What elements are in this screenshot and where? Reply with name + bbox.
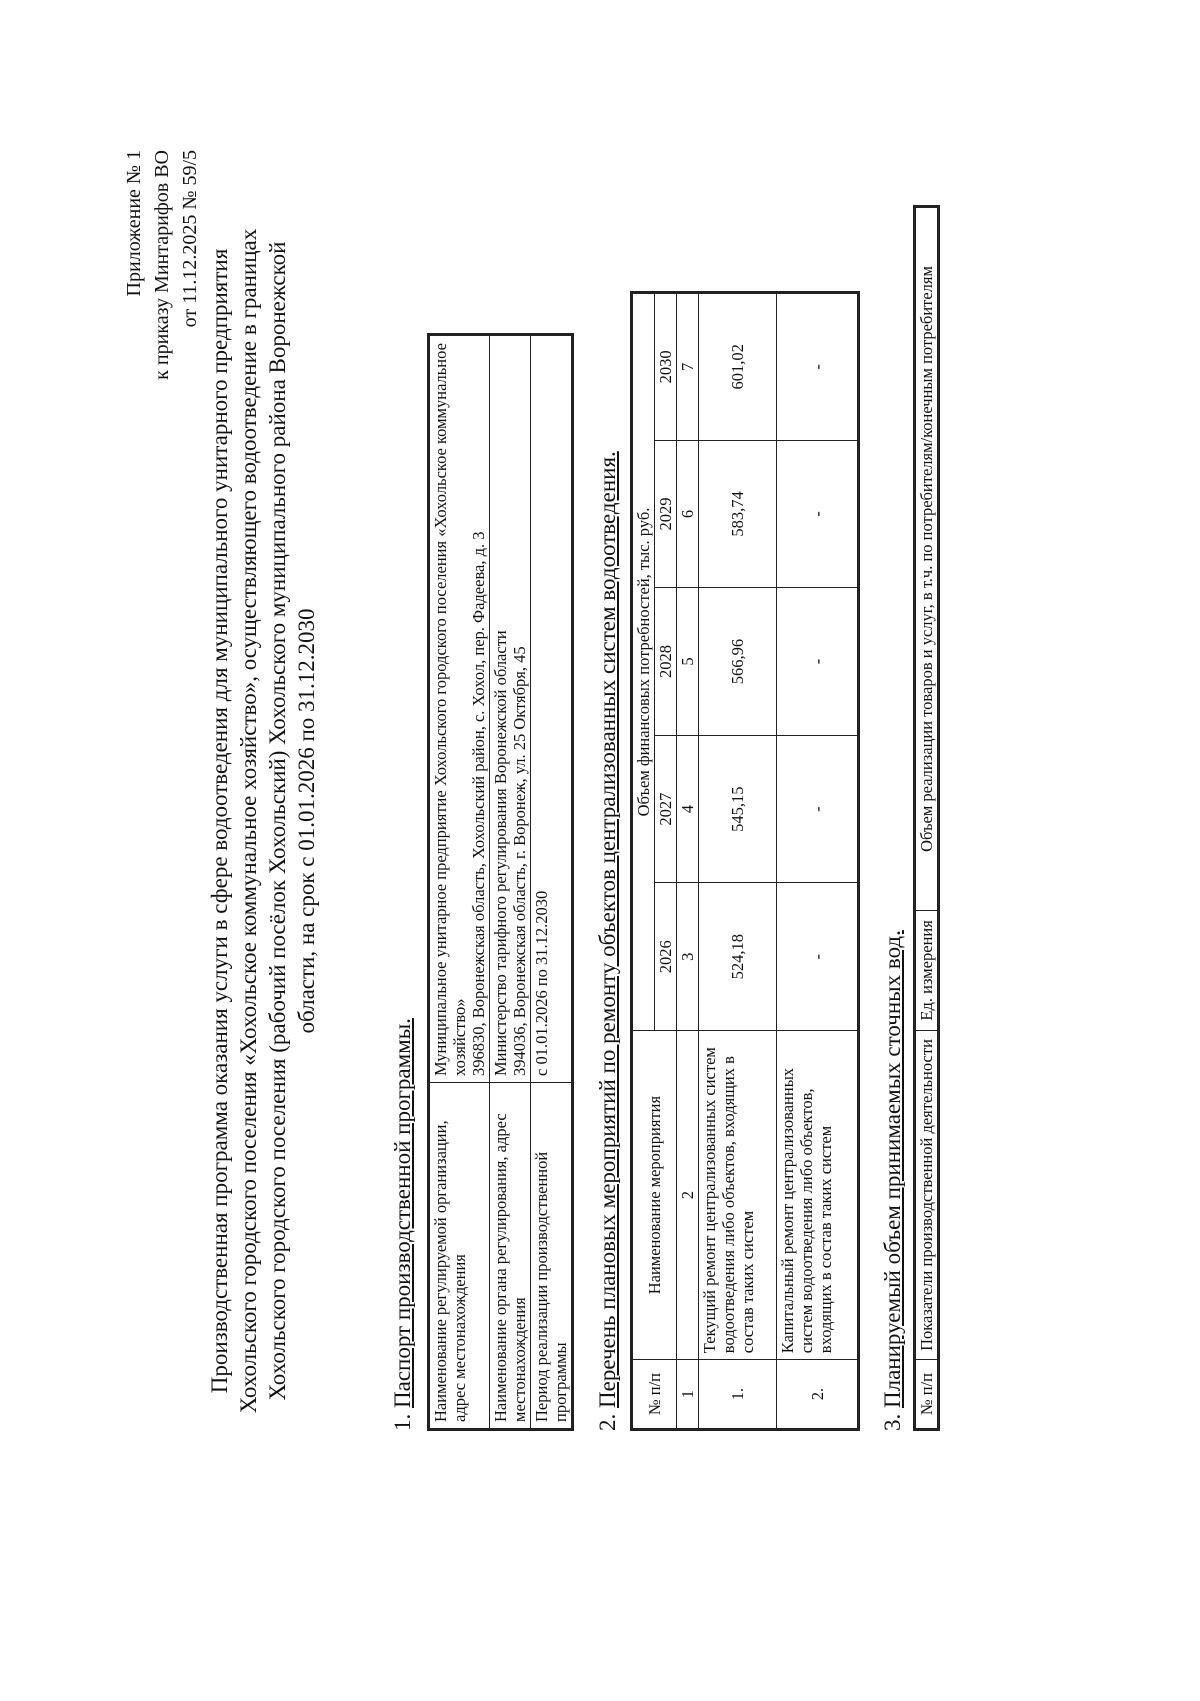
column-index: 4 — [677, 735, 699, 883]
table-row — [490, 335, 531, 1430]
column-header-year: 2026 — [655, 883, 677, 1031]
passport-value-line: Министерство тарифного регулирования Воронежской области — [491, 630, 510, 1076]
section-2-number: 2. — [595, 1413, 620, 1431]
section-3-number: 3. — [880, 1413, 905, 1431]
title-line-3: Хохольского городского поселения (рабочий посёлок Хохольский) Хохольского муниципального района Воронежской — [265, 241, 290, 1401]
measure-name: Капитальный ремонт централизованных систем водоотведения либо объектов, входящих в состав таких систем — [777, 1031, 859, 1360]
table-index-row — [677, 293, 699, 1430]
column-header-sales-volume: Объем реализации товаров и услуг, в т.ч. по потребителям/конечным потребителям — [915, 207, 939, 911]
measure-value: 601,02 — [699, 293, 777, 441]
section-2-title: Перечень плановых мероприятий по ремонту объектов централизованных систем водоотведения. — [595, 451, 620, 1408]
column-index: 7 — [677, 293, 699, 441]
column-index: 5 — [677, 588, 699, 736]
passport-table — [427, 333, 574, 1431]
column-header-year: 2029 — [655, 440, 677, 588]
column-header-number: № п/п — [915, 1360, 939, 1430]
title-line-1: Производственная программа оказания услуги в сфере водоотведения для муниципального унитарного предприятия — [207, 248, 232, 1394]
column-header-name: Наименование мероприятия — [632, 1031, 677, 1360]
measure-name: Текущий ремонт централизованных систем водоотведения либо объектов, входящих в состав таких систем — [699, 1031, 777, 1360]
measure-value: - — [777, 588, 859, 736]
measure-value: 583,74 — [699, 440, 777, 588]
measure-value: 545,15 — [699, 735, 777, 883]
column-header-indicator: Показатели производственной деятельности — [915, 1030, 939, 1359]
table-row — [429, 335, 490, 1430]
table-row — [777, 293, 859, 1430]
passport-value-line: Муниципальное унитарное предприятие Хохольского городского поселения «Хохольское коммунальное хозяйство» — [431, 343, 469, 1076]
passport-value-line: 394036, Воронежская область, г. Воронеж, ул. 25 Октября, 45 — [510, 646, 529, 1076]
passport-label: Наименование регулируемой организации, адрес местонахождения — [429, 1083, 490, 1430]
title-line-2: Хохольского городского поселения «Хохольское коммунальное хозяйство», осуществляющего водоотведение в границах — [236, 228, 261, 1414]
table-row — [531, 335, 573, 1430]
measure-value: 524,18 — [699, 883, 777, 1031]
repair-measures-table — [630, 291, 860, 1431]
appendix-line-2: к приказу Минтарифов ВО — [151, 150, 173, 380]
section-1-number: 1. — [390, 1413, 415, 1431]
passport-value-line: 396830, Воронежская область, Хохольский район, с. Хохол, пер. Фадеева, д. 3 — [469, 531, 488, 1076]
measure-value: - — [777, 883, 859, 1031]
column-index: 6 — [677, 440, 699, 588]
table-row — [699, 293, 777, 1430]
section-3-title: Планируемый объем принимаемых сточных вод. — [880, 930, 905, 1408]
measure-value: - — [777, 440, 859, 588]
table-header-row — [632, 293, 655, 1430]
measure-value: - — [777, 293, 859, 441]
column-index: 1 — [677, 1360, 699, 1430]
appendix-line-1: Приложение № 1 — [123, 150, 145, 297]
table-header-row — [915, 207, 939, 1430]
appendix-note — [120, 150, 204, 380]
measure-value: 566,96 — [699, 588, 777, 736]
column-header-number: № п/п — [632, 1360, 677, 1430]
column-header-year: 2030 — [655, 293, 677, 441]
column-header-unit: Ед. измерения — [915, 910, 939, 1030]
passport-label: Наименование органа регулирования, адрес местонахождения — [490, 1083, 531, 1430]
wastewater-volume-table — [913, 205, 940, 1431]
column-header-volume: Объем финансовых потребностей, тыс. руб. — [632, 293, 655, 1031]
column-header-year: 2027 — [655, 735, 677, 883]
section-3-heading — [880, 930, 906, 1431]
section-1-title: Паспорт производственной программы. — [390, 1018, 415, 1408]
document-title — [205, 201, 321, 1441]
section-2-heading — [595, 451, 621, 1431]
passport-value: с 01.01.2026 по 31.12.2030 — [531, 335, 573, 1083]
column-index: 3 — [677, 883, 699, 1031]
appendix-line-3: от 11.12.2025 № 59/5 — [179, 150, 201, 328]
row-number: 1. — [699, 1360, 777, 1430]
passport-label: Период реализации производственной программы — [531, 1083, 573, 1430]
passport-value — [490, 335, 531, 1083]
column-index: 2 — [677, 1031, 699, 1360]
row-number: 2. — [777, 1360, 859, 1430]
title-line-4: области, на срок с 01.01.2026 по 31.12.2030 — [294, 608, 319, 1034]
passport-value — [429, 335, 490, 1083]
measure-value: - — [777, 735, 859, 883]
column-header-year: 2028 — [655, 588, 677, 736]
section-1-heading — [390, 1018, 416, 1431]
